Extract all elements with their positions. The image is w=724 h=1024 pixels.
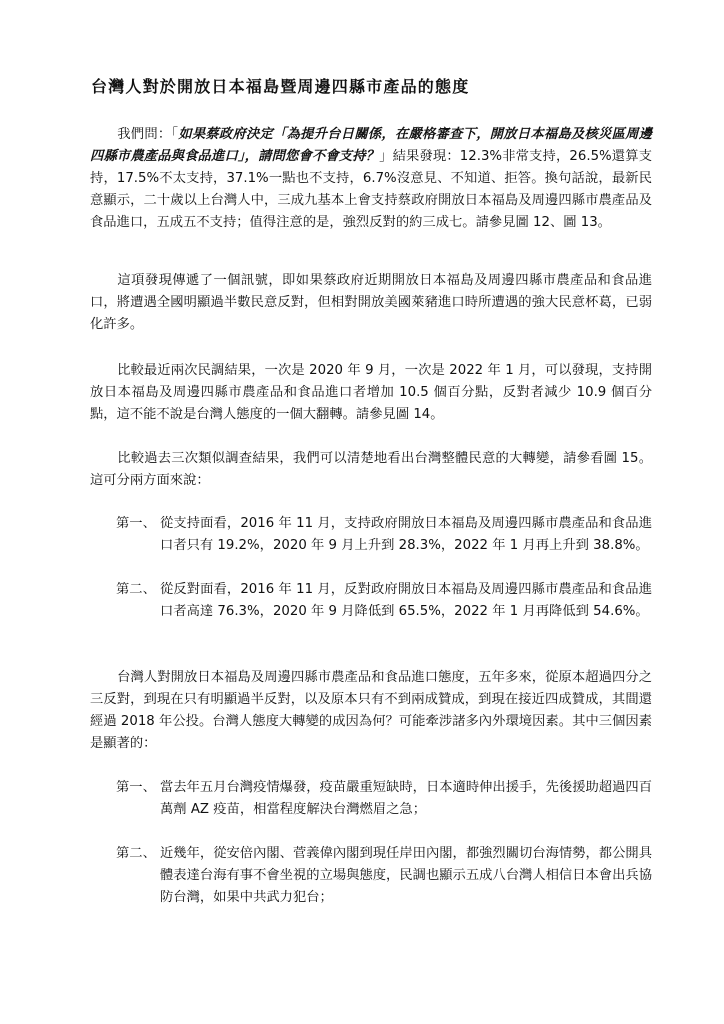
paragraph-signal: 這項發現傳遞了一個訊號，即如果蔡政府近期開放日本福島及周邊四縣市農產品和食品進口，將遭遇全國明顯過半數民意反對，但相對開放美國萊豬進口時所遭遇的強大民意杯葛，已弱化許多。 [90, 273, 652, 332]
survey-question: 如果蔡政府決定「為提升台日關係，在嚴格審查下，開放日本福島及核災區周邊四縣市農產品與食品進口」，請問您會不會支持？ [90, 127, 653, 164]
list-marker: 第二、 [116, 846, 156, 861]
list-item-vaccine [116, 777, 652, 821]
question-prefix: 我們問：「 [117, 127, 179, 142]
list-item-cabinet [116, 843, 652, 909]
list-marker: 第一、 [116, 516, 156, 531]
list-item-text: 從支持面看，2016 年 11 月，支持政府開放日本福島及周邊四縣市農產品和食品進口者只有 19.2%，2020 年 9 月上升到 28.3%，2022 年 1 月再上升到 38.8%。 [160, 516, 652, 553]
paragraph-three-surveys: 比較過去三次類似調查結果，我們可以清楚地看出台灣整體民意的大轉變，請參看圖 15。這可分兩方面來說： [90, 451, 652, 488]
list-item-text: 從反對面看，2016 年 11 月，反對政府開放日本福島及周邊四縣市農產品和食品進口者高達 76.3%，2020 年 9 月降低到 65.5%，2022 年 1 月再降低到 54.6%。 [160, 582, 652, 619]
list-item-support [116, 513, 652, 557]
document-title: 台灣人對於開放日本福島暨周邊四縣市產品的態度 [91, 77, 470, 96]
list-item-oppose [116, 579, 652, 623]
list-item-text: 當去年五月台灣疫情爆發，疫苗嚴重短缺時，日本適時伸出援手，先後援助超過四百萬劑 AZ 疫苗，相當程度解決台灣燃眉之急； [160, 780, 652, 817]
list-marker: 第一、 [116, 780, 156, 795]
survey-result-text: 」結果發現：12.3%非常支持，26.5%還算支持，17.5%不太支持，37.1%一點也不支持，6.7%沒意見、不知道、拒答。換句話說，最新民意顯示，二十歲以上台灣人中，三成九基本上會支持蔡政府開放日本福島及周邊四縣市農產品及食品進口，五成五不支持；值得注意的是，強烈反對的約三成七。請參見圖 12、圖 13。 [90, 149, 652, 230]
paragraph-poll-comparison: 比較最近兩次民調結果，一次是 2020 年 9 月，一次是 2022 年 1 月，可以發現，支持開放日本福島及周邊四縣市農產品和食品進口者增加 10.5 個百分點，反對者減少 10.9 個百分點，這不能不說是台灣人態度的一個大翻轉。請參見圖 14。 [90, 363, 652, 422]
paragraph-survey-result [90, 124, 652, 234]
paragraph-attitude-change: 台灣人對開放日本福島及周邊四縣市農產品和食品進口態度，五年多來，從原本超過四分之三反對，到現在只有明顯過半反對，以及原本只有不到兩成贊成，到現在接近四成贊成，其間還經過 2018 年公投。台灣人態度大轉變的成因為何？可能牽涉諸多內外環境因素。其中三個因素是顯著的： [90, 670, 652, 751]
list-item-text: 近幾年，從安倍內閣、菅義偉內閣到現任岸田內閣，都強烈關切台海情勢，都公開具體表達台海有事不會坐視的立場與態度，民調也顯示五成八台灣人相信日本會出兵協防台灣，如果中共武力犯台； [160, 846, 652, 905]
list-marker: 第二、 [116, 582, 156, 597]
